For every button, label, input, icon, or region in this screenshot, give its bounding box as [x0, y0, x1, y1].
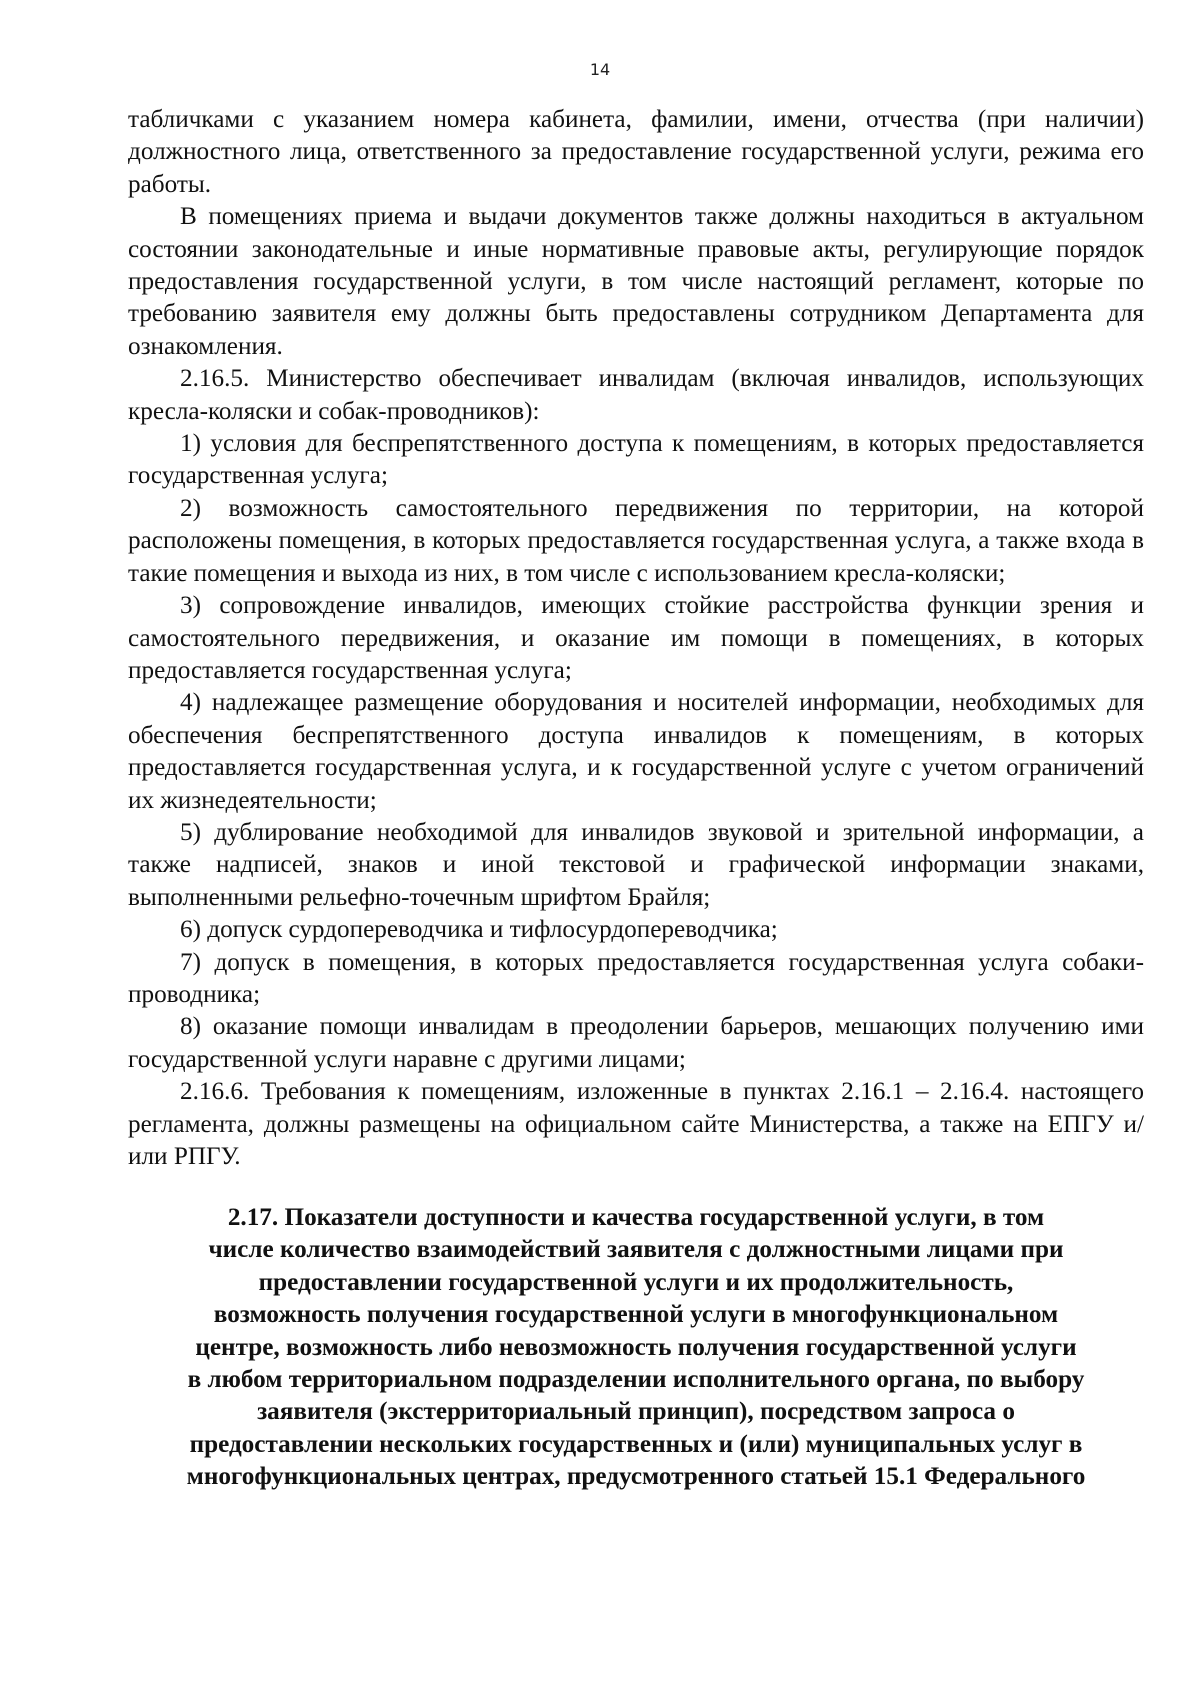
heading-line: возможность получения государственной услуги в многофункциональном: [213, 1301, 1059, 1329]
list-item-4: 4) надлежащее размещение оборудования и носителей информации, необходимых для обеспечения беспрепятственного доступа инвалидов к помещениям, в которых предоставляется государственная услуга, и к государственной услуге с учетом ограничений их жизнедеятельности;: [128, 689, 1144, 814]
list-item-7: 7) допуск в помещения, в которых предоставляется государственная услуга собаки-проводника;: [128, 948, 1144, 1008]
paragraph-2-16-5: 2.16.5. Министерство обеспечивает инвалидам (включая инвалидов, использующих кресла-коляски и собак-проводников):: [128, 365, 1144, 425]
heading-line: многофункциональных центрах, предусмотренного статьей 15.1 Федерального: [186, 1463, 1086, 1491]
heading-line: заявителя (экстерриториальный принцип), посредством запроса о: [257, 1398, 1015, 1426]
list-item-2: 2) возможность самостоятельного передвижения по территории, на которой расположены помещения, в которых предоставляется государственная услуга, а также входа в такие помещения и выхода из них, в том числе с использованием кресла-коляски;: [128, 494, 1144, 587]
list-item-3: 3) сопровождение инвалидов, имеющих стойкие расстройства функции зрения и самостоятельного передвижения, и оказание им помощи в помещениях, в которых предоставляется государственная услуга;: [128, 592, 1144, 684]
heading-line: 2.17. Показатели доступности и качества государственной услуги, в том: [227, 1204, 1045, 1231]
heading-line: предоставлении государственной услуги и их продолжительность,: [258, 1268, 1014, 1296]
paragraph-continuation: табличками с указанием номера кабинета, фамилии, имени, отчества (при наличии) должностного лица, ответственного за предоставление государственной услуги, режима его работы.: [128, 106, 1144, 198]
heading-line: предоставлении нескольких государственных и (или) муниципальных услуг в: [189, 1430, 1083, 1458]
list-item-5: 5) дублирование необходимой для инвалидов звуковой и зрительной информации, а также надписей, знаков и иной текстовой и графической информации знаками, выполненными рельефно-точечным шрифтом Брайля;: [128, 818, 1144, 911]
list-item-8: 8) оказание помощи инвалидам в преодолении барьеров, мешающих получению ими государственной услуги наравне с другими лицами;: [128, 1013, 1144, 1073]
heading-line: в любом территориальном подразделении исполнительного органа, по выбору: [187, 1366, 1085, 1394]
body-text: [128, 104, 1144, 1173]
list-item-1: 1) условия для беспрепятственного доступа к помещениям, в которых предоставляется государственная услуга;: [128, 430, 1144, 490]
page-number: 14: [589, 60, 611, 79]
heading-line: числе количество взаимодействий заявителя с должностными лицами при: [208, 1236, 1064, 1264]
list-item-6: 6) допуск сурдопереводчика и тифлосурдопереводчика;: [180, 916, 778, 944]
section-heading-2-17: [128, 1202, 1144, 1494]
paragraph-legal-acts: В помещениях приема и выдачи документов также должны находиться в актуальном состоянии законодательные и иные нормативные правовые акты, регулирующие порядок предоставления государственной услуги, в том числе настоящий регламент, которые по требованию заявителя ему должны быть предоставлены сотрудником Департамента для ознакомления.: [128, 203, 1144, 360]
paragraph-2-16-6: 2.16.6. Требования к помещениям, изложенные в пунктах 2.16.1 – 2.16.4. настоящего регламента, должны размещены на официальном сайте Министерства, а также на ЕПГУ и/или РПГУ.: [128, 1078, 1144, 1170]
heading-line: центре, возможность либо невозможность получения государственной услуги: [195, 1333, 1077, 1361]
